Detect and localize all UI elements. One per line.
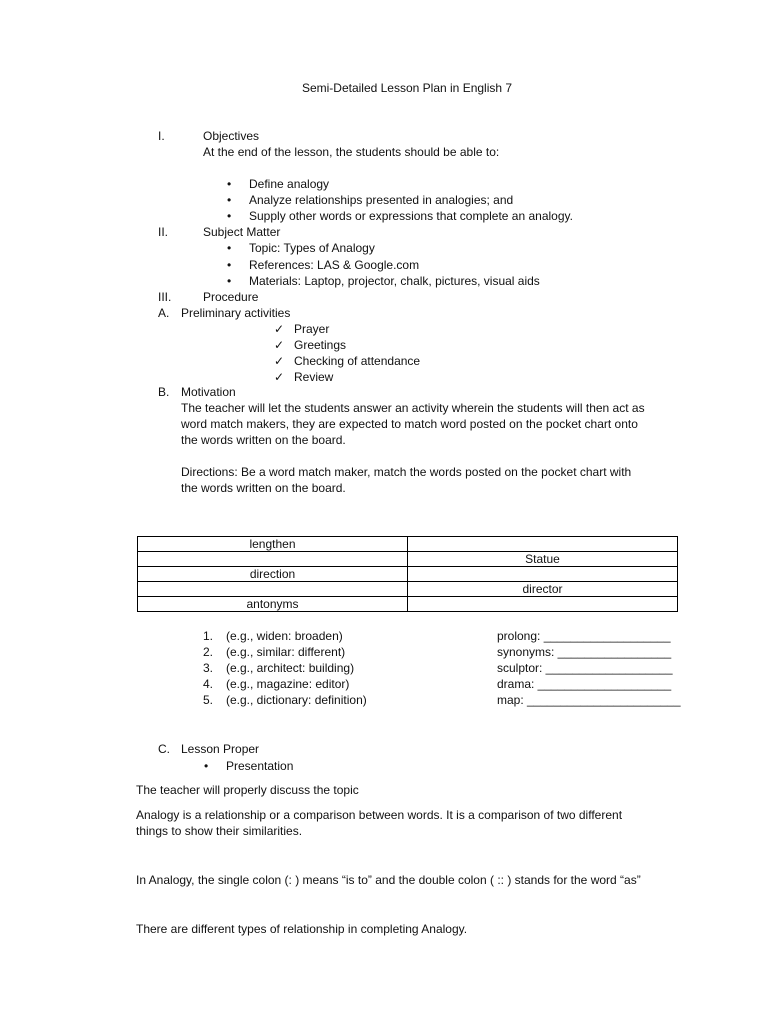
- subject-matter-item: • Topic: Types of Analogy: [249, 240, 375, 256]
- directions-text-line: the words written on the board.: [181, 481, 346, 495]
- table-cell: [138, 552, 408, 567]
- preliminary-heading: Preliminary activities: [181, 306, 291, 320]
- example-number: 4.: [203, 677, 214, 691]
- table-row: [138, 597, 678, 612]
- discuss-text: The teacher will properly discuss the topic: [136, 783, 359, 797]
- example-number: 2.: [203, 645, 214, 659]
- table-cell: antonyms: [138, 597, 408, 612]
- preliminary-item: ✓ Greetings: [294, 337, 346, 353]
- objectives-heading: Objectives: [203, 129, 260, 143]
- motivation-text-line: The teacher will let the students answer an activity wherein the students will then act as: [181, 401, 645, 415]
- directions-text-line: Directions: Be a word match maker, match the words posted on the pocket chart with: [181, 465, 632, 479]
- example-number: 3.: [203, 661, 214, 675]
- colon-explanation: In Analogy, the single colon (: ) means “is to” and the double colon ( :: ) stands for the word “as”: [136, 873, 641, 887]
- subject-matter-heading: Subject Matter: [203, 225, 281, 239]
- subject-matter-item: • Materials: Laptop, projector, chalk, pictures, visual aids: [249, 273, 540, 289]
- example-text: (e.g., widen: broaden): [226, 629, 343, 643]
- table-cell: [408, 567, 678, 582]
- example-number: 1.: [203, 629, 214, 643]
- procedure-numeral: III.: [158, 290, 172, 304]
- example-answer-blank: map: _______________________: [497, 693, 681, 707]
- example-answer-blank: prolong: ___________________: [497, 629, 671, 643]
- example-text: (e.g., similar: different): [226, 645, 346, 659]
- lesson-proper-letter: C.: [158, 742, 170, 756]
- objective-item: • Supply other words or expressions that complete an analogy.: [249, 208, 573, 224]
- word-match-table: [137, 536, 678, 612]
- subject-matter-item: • References: LAS & Google.com: [249, 257, 419, 273]
- table-row: [138, 537, 678, 552]
- table-cell: Statue: [408, 552, 678, 567]
- preliminary-item: ✓ Checking of attendance: [294, 353, 420, 369]
- example-text: (e.g., architect: building): [226, 661, 355, 675]
- motivation-text-line: word match makers, they are expected to match word posted on the pocket chart onto: [181, 417, 638, 431]
- preliminary-item: ✓ Review: [294, 369, 333, 385]
- motivation-heading: Motivation: [181, 385, 236, 399]
- analogy-definition-line: things to show their similarities.: [136, 824, 303, 838]
- objective-item: • Define analogy: [249, 176, 329, 192]
- objective-item: • Analyze relationships presented in analogies; and: [249, 192, 513, 208]
- preliminary-item: ✓ Prayer: [294, 321, 329, 337]
- example-answer-blank: synonyms: _________________: [497, 645, 672, 659]
- example-answer-blank: sculptor: ___________________: [497, 661, 673, 675]
- objectives-intro: At the end of the lesson, the students should be able to:: [203, 145, 500, 159]
- page-title: Semi-Detailed Lesson Plan in English 7: [301, 81, 513, 95]
- subject-matter-numeral: II.: [158, 225, 169, 239]
- table-cell: [408, 537, 678, 552]
- example-answer-blank: drama: ____________________: [497, 677, 672, 691]
- objectives-numeral: I.: [158, 129, 165, 143]
- table-row: [138, 582, 678, 597]
- table-cell: [138, 582, 408, 597]
- motivation-text-line: the words written on the board.: [181, 433, 346, 447]
- table-row: [138, 567, 678, 582]
- example-number: 5.: [203, 693, 214, 707]
- lesson-proper-heading: Lesson Proper: [181, 742, 260, 756]
- example-text: (e.g., dictionary: definition): [226, 693, 367, 707]
- analogy-definition-line: Analogy is a relationship or a comparison between words. It is a comparison of two different: [136, 808, 623, 822]
- table-cell: lengthen: [138, 537, 408, 552]
- table-cell: [408, 597, 678, 612]
- example-text: (e.g., magazine: editor): [226, 677, 350, 691]
- lesson-proper-item: • Presentation: [226, 758, 293, 774]
- table-cell: director: [408, 582, 678, 597]
- table-cell: direction: [138, 567, 408, 582]
- motivation-letter: B.: [158, 385, 170, 399]
- table-row: [138, 552, 678, 567]
- preliminary-letter: A.: [158, 306, 170, 320]
- procedure-heading: Procedure: [203, 290, 259, 304]
- relationship-types-text: There are different types of relationship in completing Analogy.: [136, 922, 468, 936]
